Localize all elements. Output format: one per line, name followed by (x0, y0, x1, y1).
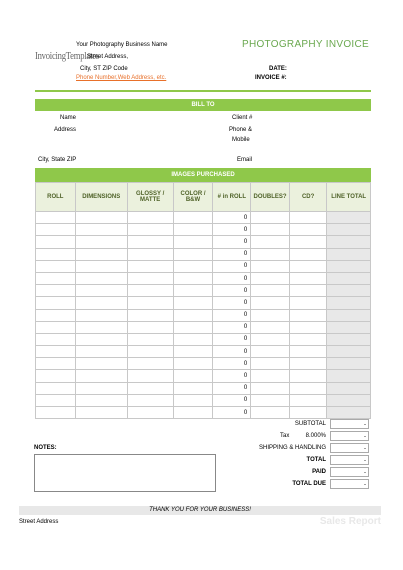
table-cell[interactable] (289, 346, 327, 358)
line-total-cell[interactable] (327, 297, 371, 309)
table-cell[interactable] (75, 333, 127, 345)
table-cell[interactable] (36, 370, 76, 382)
shipping-value[interactable]: - (330, 443, 369, 453)
table-cell[interactable] (251, 382, 290, 394)
table-row (36, 272, 371, 284)
table-cell[interactable] (127, 272, 173, 284)
column-roll: ROLL (36, 183, 76, 212)
table-cell[interactable] (127, 407, 173, 419)
table-cell[interactable] (173, 370, 213, 382)
table-cell[interactable] (36, 358, 76, 370)
shipping-label: SHIPPING & HANDLING (258, 445, 326, 451)
in-roll-cell[interactable]: 0 (213, 321, 251, 333)
table-cell[interactable] (173, 272, 213, 284)
table-cell[interactable] (75, 248, 127, 260)
table-cell[interactable] (127, 358, 173, 370)
table-cell[interactable] (75, 382, 127, 394)
line-total-cell[interactable] (327, 285, 371, 297)
total-label: TOTAL (306, 457, 326, 463)
table-header-row (36, 183, 371, 212)
table-cell[interactable] (75, 272, 127, 284)
table-cell[interactable] (251, 236, 290, 248)
in-roll-cell[interactable]: 0 (213, 236, 251, 248)
subtotal-label: SUBTOTAL (294, 421, 326, 427)
paid-value[interactable]: - (330, 467, 369, 477)
in-roll-cell[interactable]: 0 (213, 333, 251, 345)
table-cell[interactable] (251, 248, 290, 260)
table-cell[interactable] (289, 309, 327, 321)
line-total-cell[interactable] (327, 260, 371, 272)
notes-box[interactable] (34, 454, 216, 492)
table-row (36, 358, 371, 370)
line-total-cell[interactable] (327, 358, 371, 370)
table-cell[interactable] (289, 212, 327, 224)
table-cell[interactable] (251, 370, 290, 382)
column-glossy-matte: GLOSSY / MATTE (127, 183, 173, 212)
table-cell[interactable] (251, 407, 290, 419)
table-cell[interactable] (75, 212, 127, 224)
table-cell[interactable] (173, 309, 213, 321)
table-cell[interactable] (289, 224, 327, 236)
table-cell[interactable] (75, 358, 127, 370)
table-cell[interactable] (251, 333, 290, 345)
column-doubles: DOUBLES? (251, 183, 290, 212)
line-total-cell[interactable] (327, 346, 371, 358)
tax-label: Tax (280, 433, 290, 439)
table-cell[interactable] (251, 285, 290, 297)
table-cell[interactable] (251, 297, 290, 309)
table-cell[interactable] (251, 309, 290, 321)
table-cell[interactable] (127, 260, 173, 272)
table-cell[interactable] (173, 321, 213, 333)
table-row (36, 394, 371, 406)
invoice-number-label: INVOICE #: (255, 75, 287, 81)
subtotal-value: - (330, 419, 369, 429)
table-row (36, 321, 371, 333)
table-cell[interactable] (289, 260, 327, 272)
line-total-cell[interactable] (327, 272, 371, 284)
table-cell[interactable] (75, 285, 127, 297)
total-due-value: - (330, 479, 369, 489)
table-cell[interactable] (289, 382, 327, 394)
contact-info[interactable]: Phone Number,Web Address, etc. (76, 75, 167, 81)
line-total-cell[interactable] (327, 333, 371, 345)
table-cell[interactable] (36, 321, 76, 333)
table-cell[interactable] (173, 407, 213, 419)
table-row (36, 382, 371, 394)
table-cell[interactable] (127, 212, 173, 224)
table-row (36, 212, 371, 224)
table-cell[interactable] (173, 297, 213, 309)
column-line-total: LINE TOTAL (327, 183, 371, 212)
city-zip-label: City, State ZIP (38, 157, 77, 163)
table-cell[interactable] (75, 370, 127, 382)
table-cell[interactable] (127, 248, 173, 260)
table-cell[interactable] (251, 272, 290, 284)
total-value: - (330, 455, 369, 465)
city-state-zip: City, ST ZIP Code (80, 66, 128, 72)
in-roll-cell[interactable]: 0 (213, 285, 251, 297)
table-row (36, 346, 371, 358)
mobile-label: Mobile (232, 137, 250, 143)
table-cell[interactable] (127, 224, 173, 236)
table-cell[interactable] (289, 248, 327, 260)
table-row (36, 224, 371, 236)
line-total-cell[interactable] (327, 212, 371, 224)
table-cell[interactable] (127, 333, 173, 345)
table-row (36, 285, 371, 297)
table-row (36, 260, 371, 272)
table-cell[interactable] (36, 260, 76, 272)
table-cell[interactable] (75, 407, 127, 419)
line-total-cell[interactable] (327, 407, 371, 419)
in-roll-cell[interactable]: 0 (213, 358, 251, 370)
table-cell[interactable] (251, 358, 290, 370)
images-heading: IMAGES PURCHASED (35, 168, 371, 182)
in-roll-cell[interactable]: 0 (213, 272, 251, 284)
line-total-cell[interactable] (327, 236, 371, 248)
line-total-cell[interactable] (327, 224, 371, 236)
in-roll-cell[interactable]: 0 (213, 382, 251, 394)
table-cell[interactable] (75, 309, 127, 321)
table-cell[interactable] (173, 285, 213, 297)
table-cell[interactable] (251, 224, 290, 236)
table-row (36, 407, 371, 419)
table-cell[interactable] (173, 333, 213, 345)
table-cell[interactable] (289, 333, 327, 345)
table-row (36, 297, 371, 309)
in-roll-cell[interactable]: 0 (213, 309, 251, 321)
invoice-title: PHOTOGRAPHY INVOICE (241, 39, 369, 50)
tax-rate[interactable]: 8.000% (305, 433, 326, 439)
client-label: Client # (232, 115, 253, 121)
table-cell[interactable] (75, 346, 127, 358)
table-cell[interactable] (127, 236, 173, 248)
table-cell[interactable] (36, 248, 76, 260)
table-cell[interactable] (289, 394, 327, 406)
address-label: Address (54, 127, 77, 133)
table-cell[interactable] (289, 272, 327, 284)
in-roll-cell[interactable]: 0 (213, 224, 251, 236)
line-total-cell[interactable] (327, 394, 371, 406)
table-cell[interactable] (251, 260, 290, 272)
table-row (36, 248, 371, 260)
table-cell[interactable] (36, 236, 76, 248)
notes-label: NOTES: (34, 445, 57, 451)
table-cell[interactable] (289, 297, 327, 309)
line-total-cell[interactable] (327, 309, 371, 321)
table-cell[interactable] (127, 285, 173, 297)
column-dimensions: DIMENSIONS (75, 183, 127, 212)
table-cell[interactable] (36, 394, 76, 406)
table-cell[interactable] (289, 370, 327, 382)
in-roll-cell[interactable]: 0 (213, 394, 251, 406)
table-cell[interactable] (173, 248, 213, 260)
table-cell[interactable] (251, 212, 290, 224)
table-cell[interactable] (289, 236, 327, 248)
table-cell[interactable] (36, 272, 76, 284)
table-cell[interactable] (173, 382, 213, 394)
column-color-bw: COLOR / B&W (173, 183, 213, 212)
watermark: Sales Report (319, 516, 381, 527)
logo: InvoicingTemplates (35, 50, 99, 62)
table-cell[interactable] (75, 224, 127, 236)
table-cell[interactable] (36, 333, 76, 345)
table-cell[interactable] (36, 297, 76, 309)
table-cell[interactable] (173, 236, 213, 248)
table-cell[interactable] (173, 224, 213, 236)
table-cell[interactable] (36, 212, 76, 224)
phone-label: Phone & (229, 127, 253, 133)
table-cell[interactable] (75, 297, 127, 309)
line-total-cell[interactable] (327, 321, 371, 333)
header-divider (35, 90, 371, 92)
table-cell[interactable] (75, 236, 127, 248)
total-due-label: TOTAL DUE (292, 481, 326, 487)
paid-label: PAID (312, 469, 326, 475)
table-cell[interactable] (173, 212, 213, 224)
table-cell[interactable] (36, 382, 76, 394)
table-cell[interactable] (251, 321, 290, 333)
in-roll-cell[interactable]: 0 (213, 370, 251, 382)
footer-street-address: Street Address (19, 519, 59, 525)
table-cell[interactable] (127, 370, 173, 382)
tax-value: - (330, 431, 369, 441)
table-cell[interactable] (173, 260, 213, 272)
table-cell[interactable] (173, 346, 213, 358)
table-cell[interactable] (36, 309, 76, 321)
table-cell[interactable] (36, 285, 76, 297)
in-roll-cell[interactable]: 0 (213, 407, 251, 419)
table-row (36, 370, 371, 382)
name-label: Name (60, 115, 77, 121)
table-cell[interactable] (289, 358, 327, 370)
bill-to-heading: BILL TO (35, 99, 371, 111)
table-cell[interactable] (75, 394, 127, 406)
street-address: Street Address, (87, 54, 129, 60)
table-cell[interactable] (173, 394, 213, 406)
table-cell[interactable] (127, 297, 173, 309)
column-cd: CD? (289, 183, 327, 212)
table-cell[interactable] (173, 358, 213, 370)
table-cell[interactable] (75, 260, 127, 272)
table-cell[interactable] (289, 285, 327, 297)
table-cell[interactable] (289, 321, 327, 333)
table-row (36, 236, 371, 248)
email-label: Email (237, 157, 253, 163)
table-cell[interactable] (75, 321, 127, 333)
table-cell[interactable] (36, 224, 76, 236)
column-in-roll: # in ROLL (213, 183, 251, 212)
table-cell[interactable] (36, 346, 76, 358)
line-total-cell[interactable] (327, 248, 371, 260)
in-roll-cell[interactable]: 0 (213, 260, 251, 272)
business-name: Your Photography Business Name (76, 42, 168, 48)
table-cell[interactable] (127, 394, 173, 406)
line-total-cell[interactable] (327, 370, 371, 382)
date-label: DATE: (269, 66, 287, 72)
table-cell[interactable] (251, 346, 290, 358)
in-roll-cell[interactable]: 0 (213, 212, 251, 224)
table-cell[interactable] (36, 407, 76, 419)
line-total-cell[interactable] (327, 382, 371, 394)
table-cell[interactable] (127, 309, 173, 321)
table-row (36, 333, 371, 345)
in-roll-cell[interactable]: 0 (213, 248, 251, 260)
table-cell[interactable] (289, 407, 327, 419)
in-roll-cell[interactable]: 0 (213, 346, 251, 358)
table-cell[interactable] (127, 321, 173, 333)
in-roll-cell[interactable]: 0 (213, 297, 251, 309)
thank-you-banner: THANK YOU FOR YOUR BUSINESS! (19, 506, 381, 515)
table-row (36, 309, 371, 321)
table-cell[interactable] (251, 394, 290, 406)
images-table (35, 182, 371, 419)
table-cell[interactable] (127, 382, 173, 394)
table-cell[interactable] (127, 346, 173, 358)
